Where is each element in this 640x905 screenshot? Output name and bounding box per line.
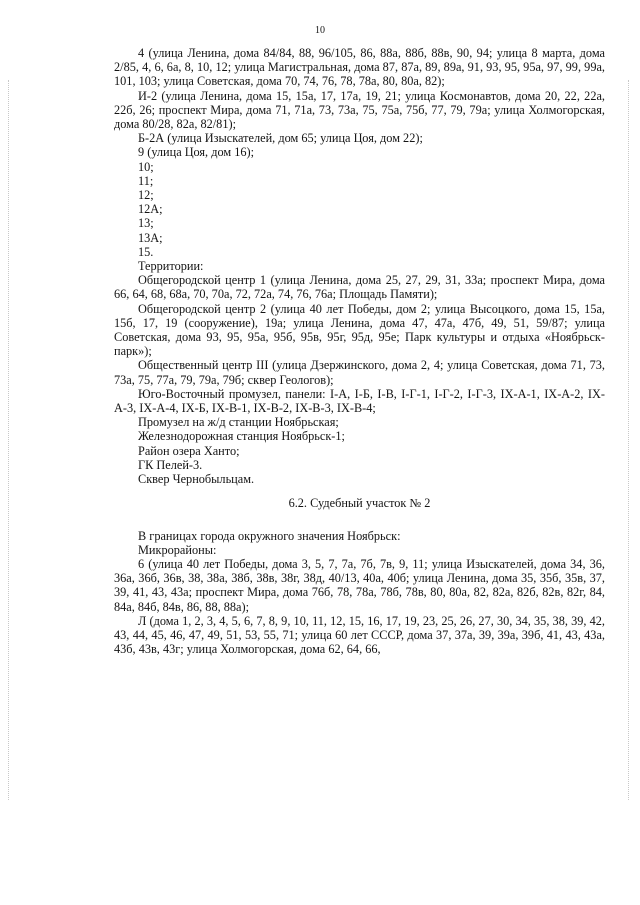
right-margin-marks xyxy=(628,80,631,800)
district-13-line: 13; xyxy=(138,216,154,231)
chernobyl-square-line: Сквер Чернобыльцам. xyxy=(138,472,255,487)
lake-khanto-line: Район озера Ханто; xyxy=(138,443,240,458)
district-b2a-line: Б-2А (улица Изыскателей, дом 65; улица Цоя, дом 22); xyxy=(138,131,423,146)
district-13a-line: 13А; xyxy=(138,230,163,245)
district-11-line: 11; xyxy=(138,173,154,188)
industrial-zone-paragraph: Юго-Восточный промузел, панели: I-А, I-Б, I-В, I-Г-1, I-Г-2, I-Г-3, IX-А-1, IX-А-2, IX-А-3, IX-А-4, IX-Б, IX-В-1, IX-В-2, IX-В-3, IX-В-4; xyxy=(114,386,605,416)
microdistricts-label: Микрорайоны: xyxy=(138,542,217,557)
rail-industrial-zone-line: Промузел на ж/д станции Ноябрьская; xyxy=(138,415,339,430)
page-number: 10 xyxy=(315,25,325,36)
city-center-1-paragraph: Общегородской центр 1 (улица Ленина, дома 25, 27, 29, 31, 33а; проспект Мира, дома 66, 64, 68, 68а, 70, 70а, 72, 72а, 74, 76, 76а; Площадь Памяти); xyxy=(114,273,605,302)
railway-station-line: Железнодорожная станция Ноябрьск-1; xyxy=(138,429,345,444)
document-body xyxy=(114,46,605,656)
public-center-3-paragraph: Общественный центр III (улица Дзержинского, дома 2, 4; улица Советская, дома 71, 73, 73а, 75, 77а, 79, 79а, 79б; сквер Геологов); xyxy=(114,358,605,387)
district-10-line: 10; xyxy=(138,159,154,174)
district-l-paragraph: Л (дома 1, 2, 3, 4, 5, 6, 7, 8, 9, 10, 11, 12, 15, 16, 17, 19, 23, 25, 26, 27, 30, 34, 35, 38, 39, 42, 43, 44, 45, 46, 47, 49, 51, 53, 55, 71; улица 60 лет СССР, дома 37, 37а, 39, 39а, 39б, 41, 43, 43а, 43б, 43в, 43г; улица Холмогорская, дома 62, 64, 66, xyxy=(114,613,605,657)
district-12a-line: 12А; xyxy=(138,202,163,217)
territories-label: Территории: xyxy=(138,259,204,274)
left-margin-marks xyxy=(8,80,11,800)
district-6-paragraph: 6 (улица 40 лет Победы, дома 3, 5, 7, 7а, 7б, 7в, 9, 11; улица Изыскателей, дома 34, 36, 36а, 36б, 36в, 38, 38а, 38б, 38в, 38г, 38д, 40/13, 40а, 40б; улица Ленина, дома 35, 35б, 35в, 37, 39, 41, 43, 43а; проспект Мира, дома 76б, 78, 78а, 78б, 78в, 80, 80а, 82, 82а, 82б, 82в, 82г, 84, 84а, 84б, 84в, 86, 88, 88а); xyxy=(114,556,605,614)
district-9-line: 9 (улица Цоя, дом 16); xyxy=(138,145,255,160)
city-boundaries-line: В границах города окружного значения Ноябрьск: xyxy=(138,528,401,543)
district-4-paragraph: 4 (улица Ленина, дома 84/84, 88, 96/105, 86, 88а, 88б, 88в, 90, 94; улица 8 марта, дома 2/85, 4, 6, 6а, 8, 10, 12; улица Магистральная, дома 87, 87а, 89, 89а, 91, 93, 95, 95а, 97, 99, 99а, 101, 103; улица Советская, дома 70, 74, 76, 78, 78а, 80, 80а, 82); xyxy=(114,46,605,89)
gk-pelei-line: ГК Пелей-3. xyxy=(138,457,203,472)
district-15-line: 15. xyxy=(138,244,154,259)
district-12-line: 12; xyxy=(138,188,154,203)
district-i2-paragraph: И-2 (улица Ленина, дома 15, 15а, 17, 17а, 19, 21; улица Космонавтов, дома 20, 22, 22а, 22б, 26; проспект Мира, дома 71, 71а, 73, 73а, 75, 75а, 75б, 77, 79, 79а; улица Холмогорская, дома 80/28, 82а, 82/81); xyxy=(114,88,605,132)
section-heading: 6.2. Судебный участок № 2 xyxy=(288,496,431,511)
city-center-2-paragraph: Общегородской центр 2 (улица 40 лет Победы, дом 2; улица Высоцкого, дома 15, 15а, 15б, 17, 19 (сооружение), 19а; улица Ленина, дома 47, 47а, 47б, 49, 51, 59/87; улица Советская, дома 93, 95, 95а, 95б, 95в, 95г, 95д, 95е; Парк культуры и отдыха «Ноябрьск-парк»); xyxy=(114,301,605,359)
